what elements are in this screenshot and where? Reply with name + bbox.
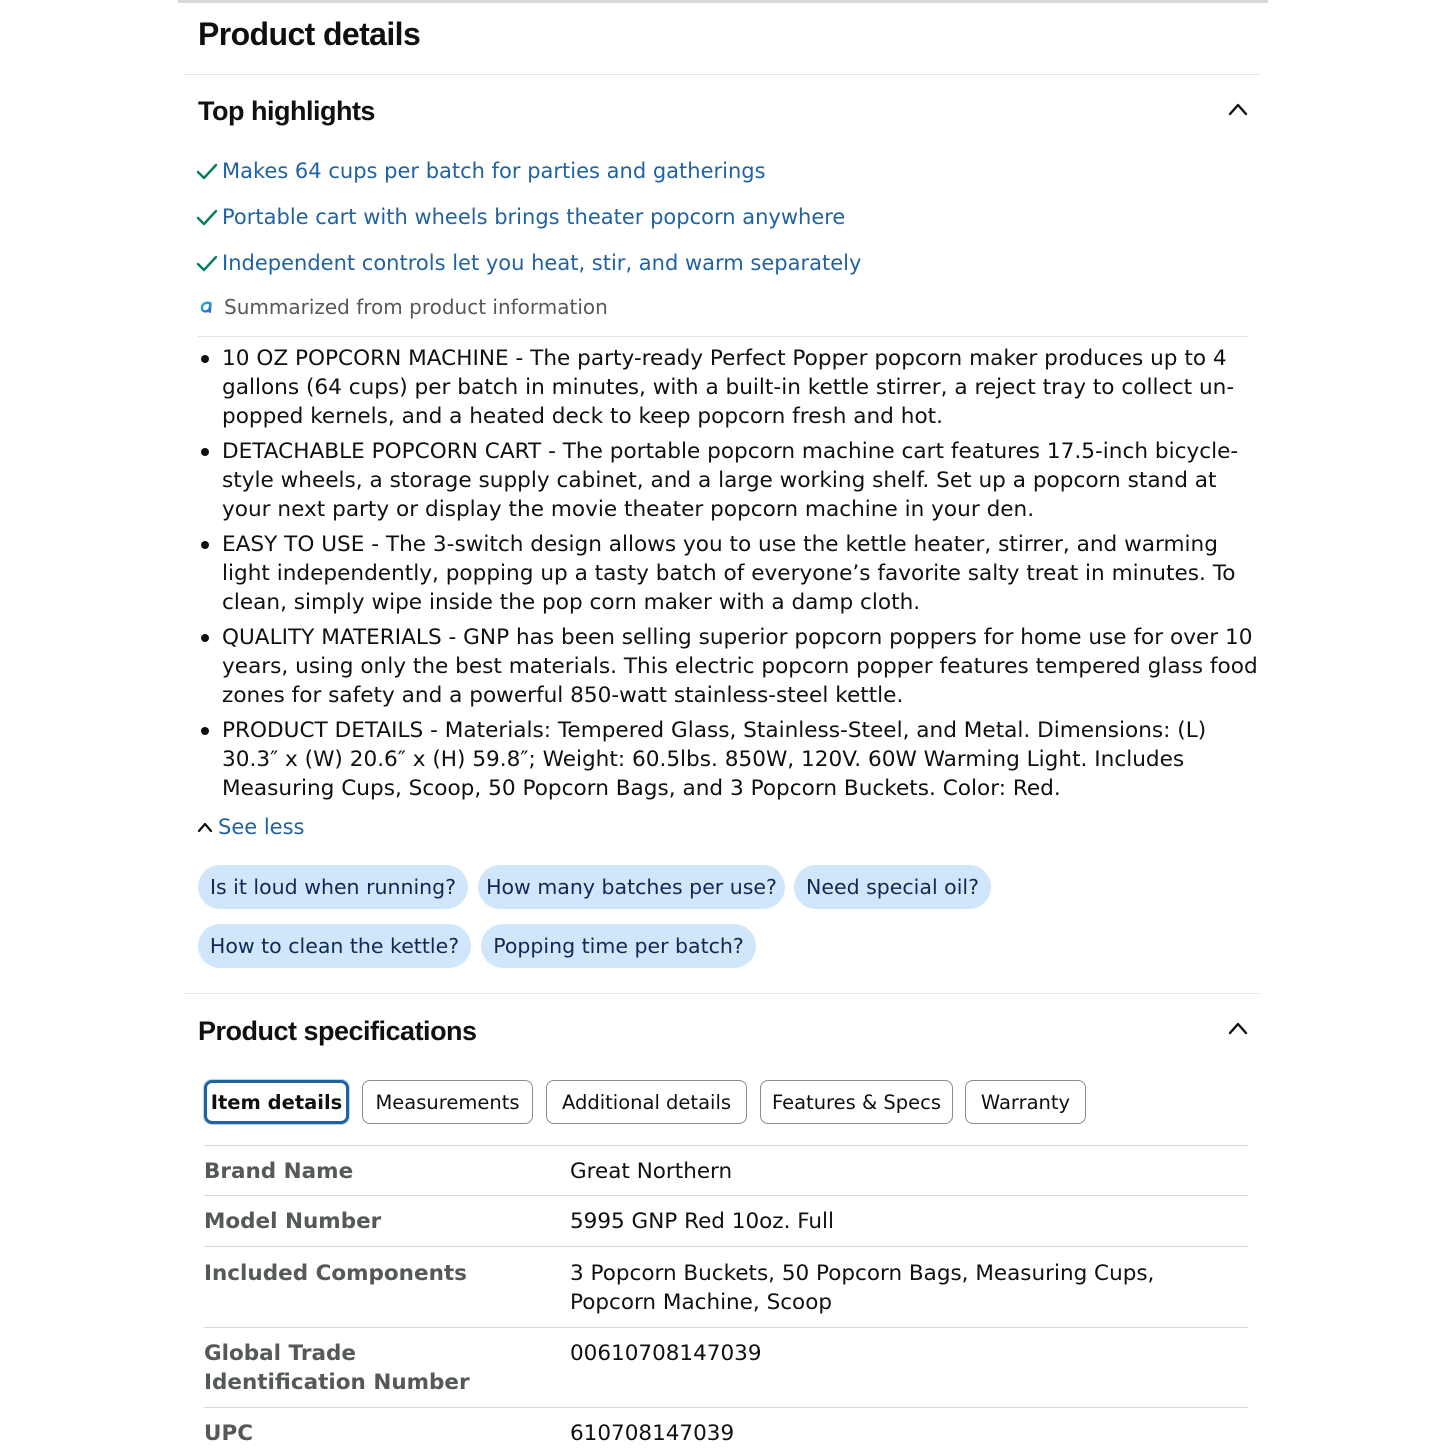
highlight-text: Portable cart with wheels brings theater popcorn anywhere [222, 205, 846, 229]
highlight-text: Makes 64 cups per batch for parties and gatherings [222, 159, 766, 183]
bullet-dot [201, 634, 209, 642]
tab-additional-details[interactable]: Additional details [546, 1080, 747, 1124]
feature-bullet [198, 437, 1258, 525]
chevron-up-icon [197, 821, 213, 833]
question-chip[interactable]: How many batches per use? [478, 865, 785, 909]
question-chip[interactable]: Is it loud when running? [198, 865, 468, 909]
bullet-dot [201, 727, 209, 735]
spec-value: 610708147039 [570, 1421, 735, 1446]
highlights-divider [198, 336, 1248, 337]
spec-label: UPC [204, 1421, 253, 1446]
checkmark-icon [196, 252, 218, 274]
section-divider [184, 74, 1260, 75]
product-specifications-title: Product specifications [198, 1016, 477, 1046]
checkmark-icon [196, 206, 218, 228]
feature-bullet [198, 530, 1258, 618]
spec-value: Great Northern [570, 1159, 733, 1184]
top-divider [178, 0, 1268, 3]
summary-note [198, 293, 608, 321]
question-chip[interactable]: Popping time per batch? [481, 924, 756, 968]
spec-label: Global Trade Identification Number [204, 1341, 470, 1395]
spec-label: Brand Name [204, 1159, 354, 1184]
ai-summary-icon [198, 298, 216, 316]
table-row-divider [204, 1407, 1248, 1408]
feature-bullet-text: PRODUCT DETAILS - Materials: Tempered Glass, Stainless-Steel, and Metal. Dimensions: (L) 30.3″ x (W) 20.6″ x (H) 59.8″; Weight: 60.5lbs. 850W, 120V. 60W Warming Light. Includes Measuring Cups, Scoop, 50 Popcorn Bags, and 3 Popcorn Buckets. Color: Red. [222, 718, 1207, 802]
see-less-label: See less [218, 815, 305, 839]
spec-value: 3 Popcorn Buckets, 50 Popcorn Bags, Measuring Cups, Popcorn Machine, Scoop [570, 1261, 1155, 1315]
table-row-divider [204, 1327, 1248, 1328]
summary-note-text: Summarized from product information [224, 295, 608, 319]
feature-bullet [198, 716, 1258, 804]
chevron-up-icon[interactable] [1228, 1021, 1248, 1035]
tab-warranty[interactable]: Warranty [965, 1080, 1086, 1124]
bullet-dot [201, 448, 209, 456]
top-highlights-title: Top highlights [198, 96, 375, 126]
feature-bullet-text: QUALITY MATERIALS - GNP has been selling superior popcorn poppers for home use for over 10 years, using only the best materials. This electric popcorn popper features tempered glass food zones for safety and a powerful 850-watt stainless-steel kettle. [222, 625, 1258, 709]
section-divider [184, 993, 1260, 994]
bullet-dot [201, 355, 209, 363]
question-chip[interactable]: How to clean the kettle? [198, 924, 471, 968]
table-row-divider [204, 1195, 1248, 1196]
question-chip[interactable]: Need special oil? [794, 865, 991, 909]
highlight-item [196, 156, 766, 186]
bullet-dot [201, 541, 209, 549]
spec-value: 00610708147039 [570, 1341, 762, 1366]
feature-bullet-text: 10 OZ POPCORN MACHINE - The party-ready Perfect Popper popcorn maker produces up to 4 gallons (64 cups) per batch in minutes, with a built-in kettle stirrer, a reject tray to collect un-popped kernels, and a heated deck to keep popcorn fresh and hot. [222, 346, 1235, 430]
spec-value: 5995 GNP Red 10oz. Full [570, 1209, 835, 1234]
tab-measurements[interactable]: Measurements [362, 1080, 533, 1124]
feature-bullet-text: DETACHABLE POPCORN CART - The portable popcorn machine cart features 17.5-inch bicycle-style wheels, a storage supply cabinet, and a large working shelf. Set up a popcorn stand at your next party or display the movie theater popcorn machine in your den. [222, 439, 1239, 523]
feature-bullet [198, 623, 1258, 711]
see-less-link[interactable] [197, 812, 304, 842]
table-row-divider [204, 1145, 1248, 1146]
feature-bullet [198, 344, 1258, 432]
feature-bullets [198, 344, 1258, 809]
tab-item-details[interactable]: Item details [204, 1080, 349, 1124]
spec-label: Model Number [204, 1209, 382, 1234]
highlight-item [196, 248, 861, 278]
page-title: Product details [198, 16, 421, 52]
spec-label: Included Components [204, 1261, 467, 1286]
feature-bullet-text: EASY TO USE - The 3-switch design allows you to use the kettle heater, stirrer, and warming light independently, popping up a tasty batch of everyone’s favorite salty treat in minutes. To clean, simply wipe inside the pop corn maker with a damp cloth. [222, 532, 1236, 616]
checkmark-icon [196, 160, 218, 182]
highlight-item [196, 202, 845, 232]
tab-features-specs[interactable]: Features & Specs [760, 1080, 953, 1124]
chevron-up-icon[interactable] [1228, 102, 1248, 116]
highlight-text: Independent controls let you heat, stir, and warm separately [222, 251, 862, 275]
table-row-divider [204, 1246, 1248, 1247]
